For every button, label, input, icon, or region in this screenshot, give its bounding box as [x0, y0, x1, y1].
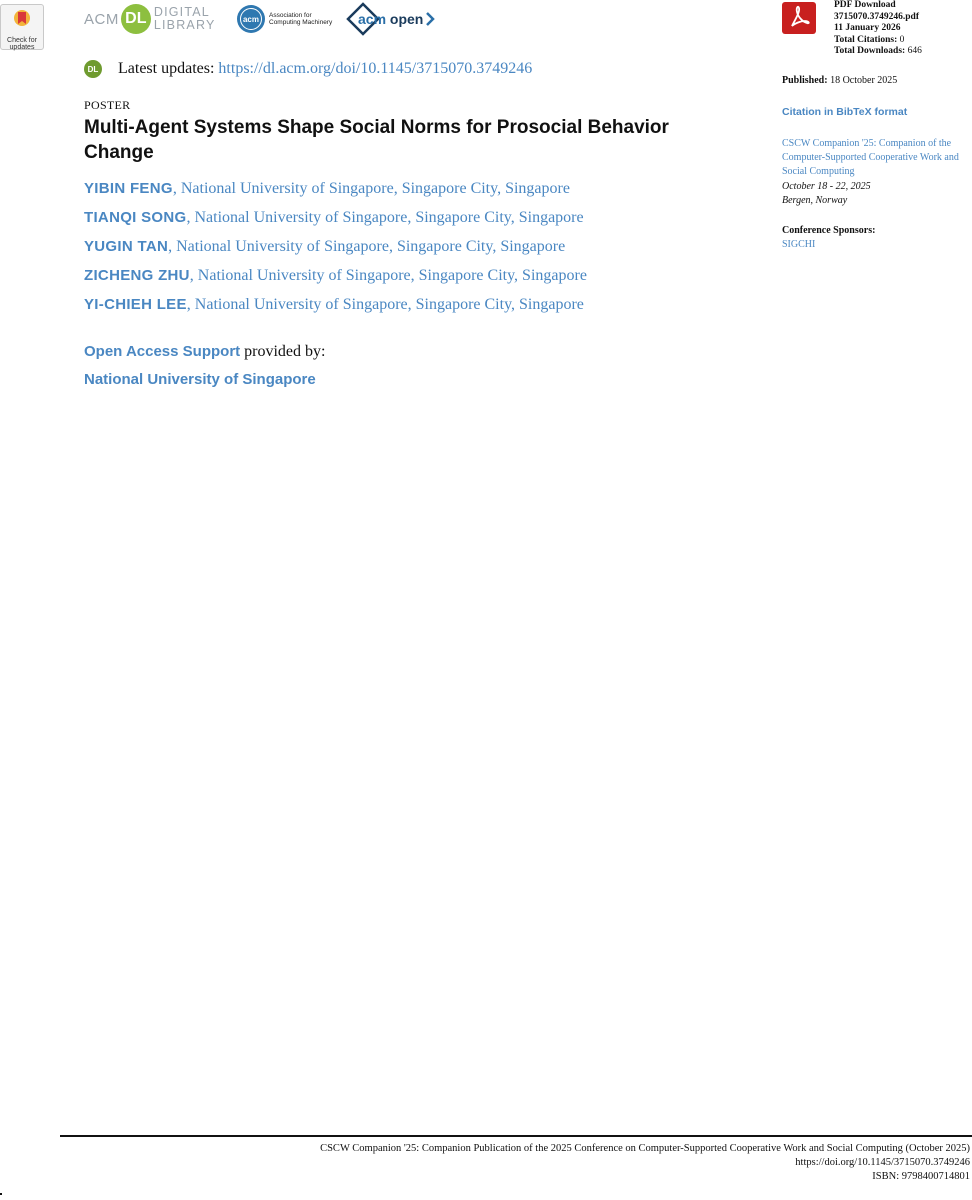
author-entry	[84, 238, 565, 260]
author-name-link[interactable]: YUGIN TAN	[84, 238, 169, 255]
author-name-link[interactable]: YIBIN FENG	[84, 180, 173, 197]
footer-venue: CSCW Companion '25: Companion Publication of the 2025 Conference on Computer-Supported Cooperative Work and Social Computing (October 2025)	[320, 1143, 970, 1154]
footer	[320, 1142, 970, 1184]
pdf-download-icon[interactable]	[782, 2, 816, 34]
pdf-date: 11 January 2026	[834, 23, 901, 33]
author-entry	[84, 267, 587, 289]
bookmark-icon	[13, 9, 31, 29]
paper-type: POSTER	[84, 98, 131, 112]
check-for-updates-badge[interactable]	[0, 4, 44, 50]
published-date: Published: 18 October 2025	[782, 75, 898, 86]
conference-dates-location	[782, 180, 871, 208]
author-name-link[interactable]: TIANQI SONG	[84, 209, 187, 226]
footer-divider	[60, 1135, 972, 1137]
pdf-download-label[interactable]: PDF Download	[834, 0, 896, 10]
dl-logo-icon: DL	[121, 4, 151, 34]
open-access-suffix: provided by:	[240, 343, 326, 360]
conference-link[interactable]: CSCW Companion '25: Companion of the Computer-Supported Cooperative Work and Social Computing	[782, 138, 959, 177]
footer-doi: https://doi.org/10.1145/3715070.3749246	[795, 1157, 970, 1168]
author-entry	[84, 180, 570, 202]
author-affiliation: , National University of Singapore, Singapore City, Singapore	[172, 180, 570, 197]
total-citations: Total Citations: 0	[834, 34, 905, 45]
author-name-link[interactable]: ZICHENG ZHU	[84, 267, 190, 284]
author-name-link[interactable]: YI-CHIEH LEE	[84, 296, 187, 313]
latest-updates-row	[84, 58, 532, 80]
author-affiliation: , National University of Singapore, Singapore City, Singapore	[186, 296, 584, 313]
assoc-mark-text: acm	[242, 15, 260, 24]
sponsor-sigchi-link[interactable]: SIGCHI	[782, 239, 816, 250]
acm-open-wordmark: acm open	[358, 11, 424, 27]
pdf-file-name: 3715070.3749246.pdf	[834, 11, 919, 22]
doi-link[interactable]: https://dl.acm.org/doi/10.1145/3715070.3749246	[218, 60, 533, 77]
acm-diamond-icon	[236, 4, 266, 34]
check-for-updates-label: Check for updates	[7, 37, 37, 51]
corner-mark	[0, 1193, 2, 1195]
conference-sponsors-label: Conference Sponsors:	[782, 225, 876, 236]
conference-location: Bergen, Norway	[782, 195, 848, 206]
acm-dl-wordmark: DIGITAL LIBRARY	[153, 5, 216, 32]
author-affiliation: , National University of Singapore, Singapore City, Singapore	[168, 238, 566, 255]
chevron-right-icon	[425, 12, 435, 26]
author-affiliation: , National University of Singapore, Singapore City, Singapore	[189, 267, 587, 284]
acm-association-wordmark: Association for Computing Machinery	[269, 11, 333, 26]
acm-dl-prefix: ACM	[84, 10, 119, 28]
acm-digital-library-logo[interactable]	[84, 4, 216, 34]
paper-title: Multi-Agent Systems Shape Social Norms for Prosocial Behavior Change	[84, 117, 669, 163]
latest-updates-label: Latest updates:	[118, 60, 215, 77]
author-entry	[84, 296, 584, 318]
acm-association-logo[interactable]	[236, 4, 332, 34]
open-access-institution-link[interactable]: National University of Singapore	[84, 371, 316, 388]
footer-isbn: ISBN: 9798400714801	[872, 1171, 970, 1182]
acrobat-icon	[782, 2, 816, 34]
pdf-info-block	[834, 0, 922, 58]
open-access-support-link[interactable]: Open Access Support	[84, 343, 241, 360]
author-entry	[84, 209, 584, 231]
author-affiliation: , National University of Singapore, Singapore City, Singapore	[186, 209, 584, 226]
total-downloads: Total Downloads: 646	[834, 46, 922, 56]
conference-dates: October 18 - 22, 2025	[782, 181, 871, 192]
bibtex-citation-link[interactable]: Citation in BibTeX format	[782, 106, 908, 118]
dl-mini-icon: DL	[84, 60, 102, 78]
open-access-line	[84, 343, 325, 361]
acm-open-logo[interactable]	[346, 2, 435, 36]
